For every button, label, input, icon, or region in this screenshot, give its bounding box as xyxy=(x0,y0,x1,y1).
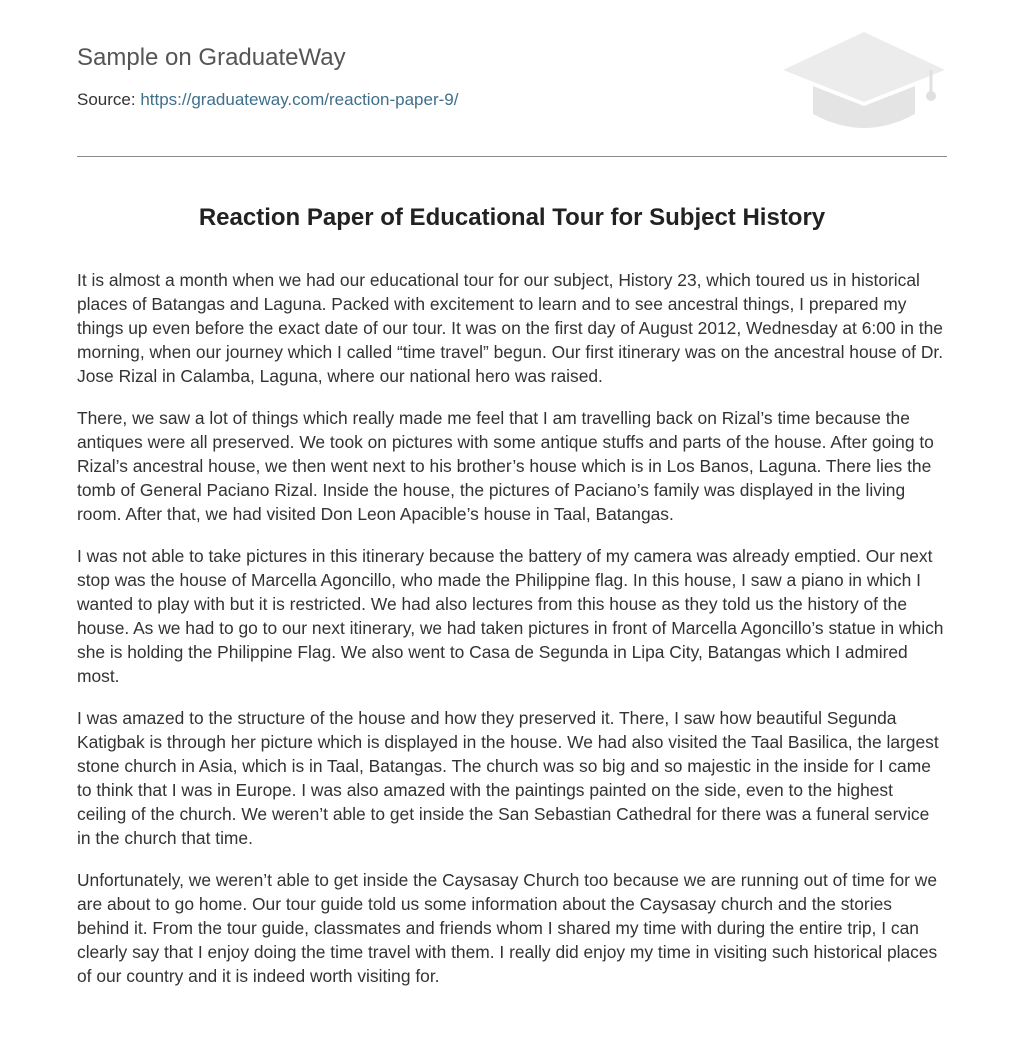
source-link[interactable]: https://graduateway.com/reaction-paper-9/ xyxy=(140,90,459,109)
paragraph: I was amazed to the structure of the house and how they preserved it. There, I saw how beautiful Segunda Katigbak is through her picture which is displayed in the house. We had also visited the Taal Basilica, the largest stone church in Asia, which is in Taal, Batangas. The church was so big and so majestic in the inside for I came to think that I was in Europe. I was also amazed with the paintings painted on the side, even to the highest ceiling of the church. We weren’t able to get inside the San Sebastian Cathedral for there was a funeral service in the church that time. xyxy=(77,708,939,848)
graduation-cap-icon xyxy=(781,30,947,134)
source-label: Source: xyxy=(77,90,136,109)
source-line xyxy=(77,90,458,110)
article-body xyxy=(77,268,947,1006)
paragraph: It is almost a month when we had our educational tour for our subject, History 23, which toured us in historical places of Batangas and Laguna. Packed with excitement to learn and to see ancestral things, I prepared my things up even before the exact date of our tour. It was on the first day of August 2012, Wednesday at 6:00 in the morning, when our journey which I called “time travel” begun. Our first itinerary was on the ancestral house of Dr. Jose Rizal in Calamba, Laguna, where our national hero was raised. xyxy=(77,270,944,386)
paragraph: I was not able to take pictures in this itinerary because the battery of my camera was already emptied. Our next stop was the house of Marcella Agoncillo, who made the Philippine flag. In this house, I saw a piano in which I wanted to play with but it is restricted. We had also lectures from this house as they told us the history of the house. As we had to go to our next itinerary, we had taken pictures in front of Marcella Agoncillo’s statue in which she is holding the Philippine Flag. We also went to Casa de Segunda in Lipa City, Batangas which I admired most. xyxy=(77,546,944,686)
paragraph: Unfortunately, we weren’t able to get inside the Caysasay Church too because we are running out of time for we are about to go home. Our tour guide told us some information about the Caysasay church and the stories behind it. From the tour guide, classmates and friends whom I shared my time with during the entire trip, I can clearly say that I enjoy doing the time travel with them. I really did enjoy my time in visiting such historical places of our country and it is indeed worth visiting for. xyxy=(77,870,938,986)
page-header xyxy=(77,0,947,157)
article-title: Reaction Paper of Educational Tour for Subject History xyxy=(198,204,826,231)
paragraph: There, we saw a lot of things which really made me feel that I am travelling back on Rizal’s time because the antiques were all preserved. We took on pictures with some antique stuffs and parts of the house. After going to Rizal’s ancestral house, we then went next to his brother’s house which is in Los Banos, Laguna. There lies the tomb of General Paciano Rizal. Inside the house, the pictures of Paciano’s family was displayed in the living room. After that, we had visited Don Leon Apacible’s house in Taal, Batangas. xyxy=(77,408,934,524)
brand-title: Sample on GraduateWay xyxy=(77,44,346,71)
